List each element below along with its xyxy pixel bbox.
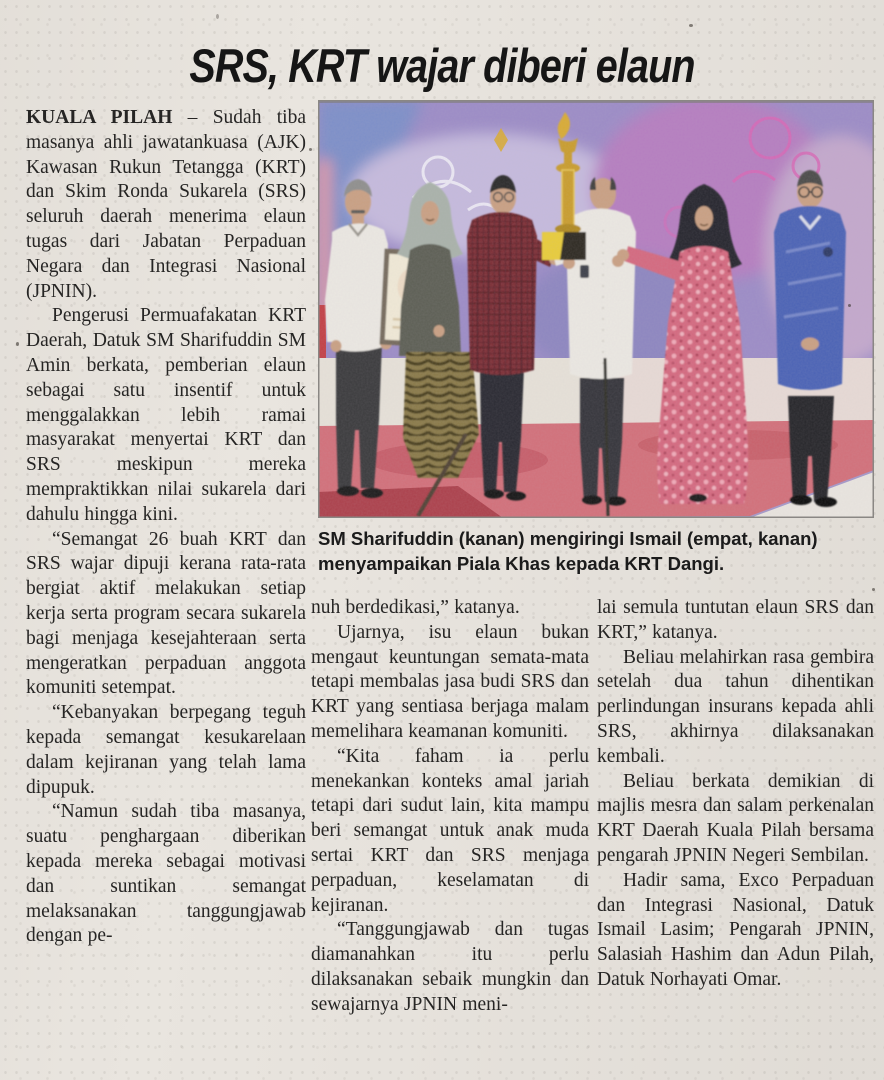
photo-caption: SM Sharifuddin (kanan) mengiringi Ismail (empat, kanan) menyampaikan Piala Khas kepada KRT Dangi. <box>318 528 818 574</box>
paragraph: Hadir sama, Exco Perpaduan dan Integrasi Nasional, Datuk Ismail Lasim; Pengarah JPNIN, Salasiah Hashim dan Adun Pilah, Datuk Norhayati Omar. <box>597 869 874 990</box>
article-column-2 <box>311 596 589 1018</box>
dateline: KUALA PILAH <box>26 107 173 128</box>
paragraph: Beliau melahirkan rasa gembira setelah dua tahun dihentikan perlindungan insurans kepada ahli SRS, akhirnya dilaksanakan kembali. <box>597 646 874 767</box>
paragraph: Ujarnya, isu elaun bukan mengaut keuntungan semata-mata tetapi membalas jasa budi SRS dan KRT yang sentiasa berjaga malam memelihara keamanan komuniti. <box>311 621 589 742</box>
paragraph: lai semula tuntutan elaun SRS dan KRT,” katanya. <box>597 597 874 643</box>
paragraph: “Namun sudah tiba masanya, suatu penghargaan diberikan kepada mereka sebagai motivasi dan suntikan semangat melaksanakan tanggungjawab dengan pe- <box>26 801 306 947</box>
scan-speck <box>872 588 875 591</box>
news-photo-illustration <box>318 100 874 518</box>
paragraph: “Kita faham ia perlu menekankan konteks amal jariah tetapi dari sudut lain, kita mampu beri semangat untuk anak muda sertai KRT dan SRS menjaga perpaduan, keselamatan di kejiranan. <box>311 745 589 916</box>
paragraph: Beliau berkata demikian di majlis mesra dan salam perkenalan KRT Daerah Kuala Pilah bersama pengarah JPNIN Negeri Sembilan. <box>597 770 874 866</box>
paragraph: Pengerusi Permuafakatan KRT Daerah, Datuk SM Sharifuddin SM Amin berkata, pemberian elaun sebagai satu insentif untuk menggalakkan lebih ramai masyarakat menyertai KRT dan SRS meskipun mereka mempraktikkan nilai sukarela dari dahulu hingga kini. <box>26 305 306 525</box>
paragraph: “Kebanyakan berpegang teguh kepada semangat kesukarelaan dalam kejiranan yang telah lama dipupuk. <box>26 702 306 798</box>
scan-speck <box>16 342 19 346</box>
article-column-3 <box>597 596 874 993</box>
scan-speck <box>848 304 851 307</box>
paragraph-text: – Sudah tiba masanya ahli jawatankuasa (AJK) Kawasan Rukun Tetangga (KRT) dan Skim Ronda Sukarela (SRS) seluruh daerah menerima elaun tugas dari Jabatan Perpaduan Negara dan Integrasi Nasional (JPNIN). <box>26 107 306 302</box>
news-photo <box>318 100 874 518</box>
headline: SRS, KRT wajar diberi elaun <box>189 39 695 92</box>
paragraph: “Tanggungjawab dan tugas diamanahkan itu perlu dilaksanakan sebaik mungkin dan sewajarnya JPNIN meni- <box>311 919 589 1015</box>
paragraph-lead <box>26 106 306 304</box>
article-column-1 <box>26 106 306 949</box>
paragraph: “Semangat 26 buah KRT dan SRS wajar dipuji kerana rata-rata bergiat aktif melakukan setiap kerja serta program secara sukarela bagi menjaga kesejahteraan serta mengeratkan perpaduan anggota komuniti setempat. <box>26 528 306 699</box>
paragraph: nuh berdedikasi,” katanya. <box>311 597 520 618</box>
scan-speck <box>689 24 693 27</box>
photo-grain-overlay <box>318 100 874 518</box>
scan-speck <box>309 148 312 151</box>
scan-speck <box>216 14 219 19</box>
